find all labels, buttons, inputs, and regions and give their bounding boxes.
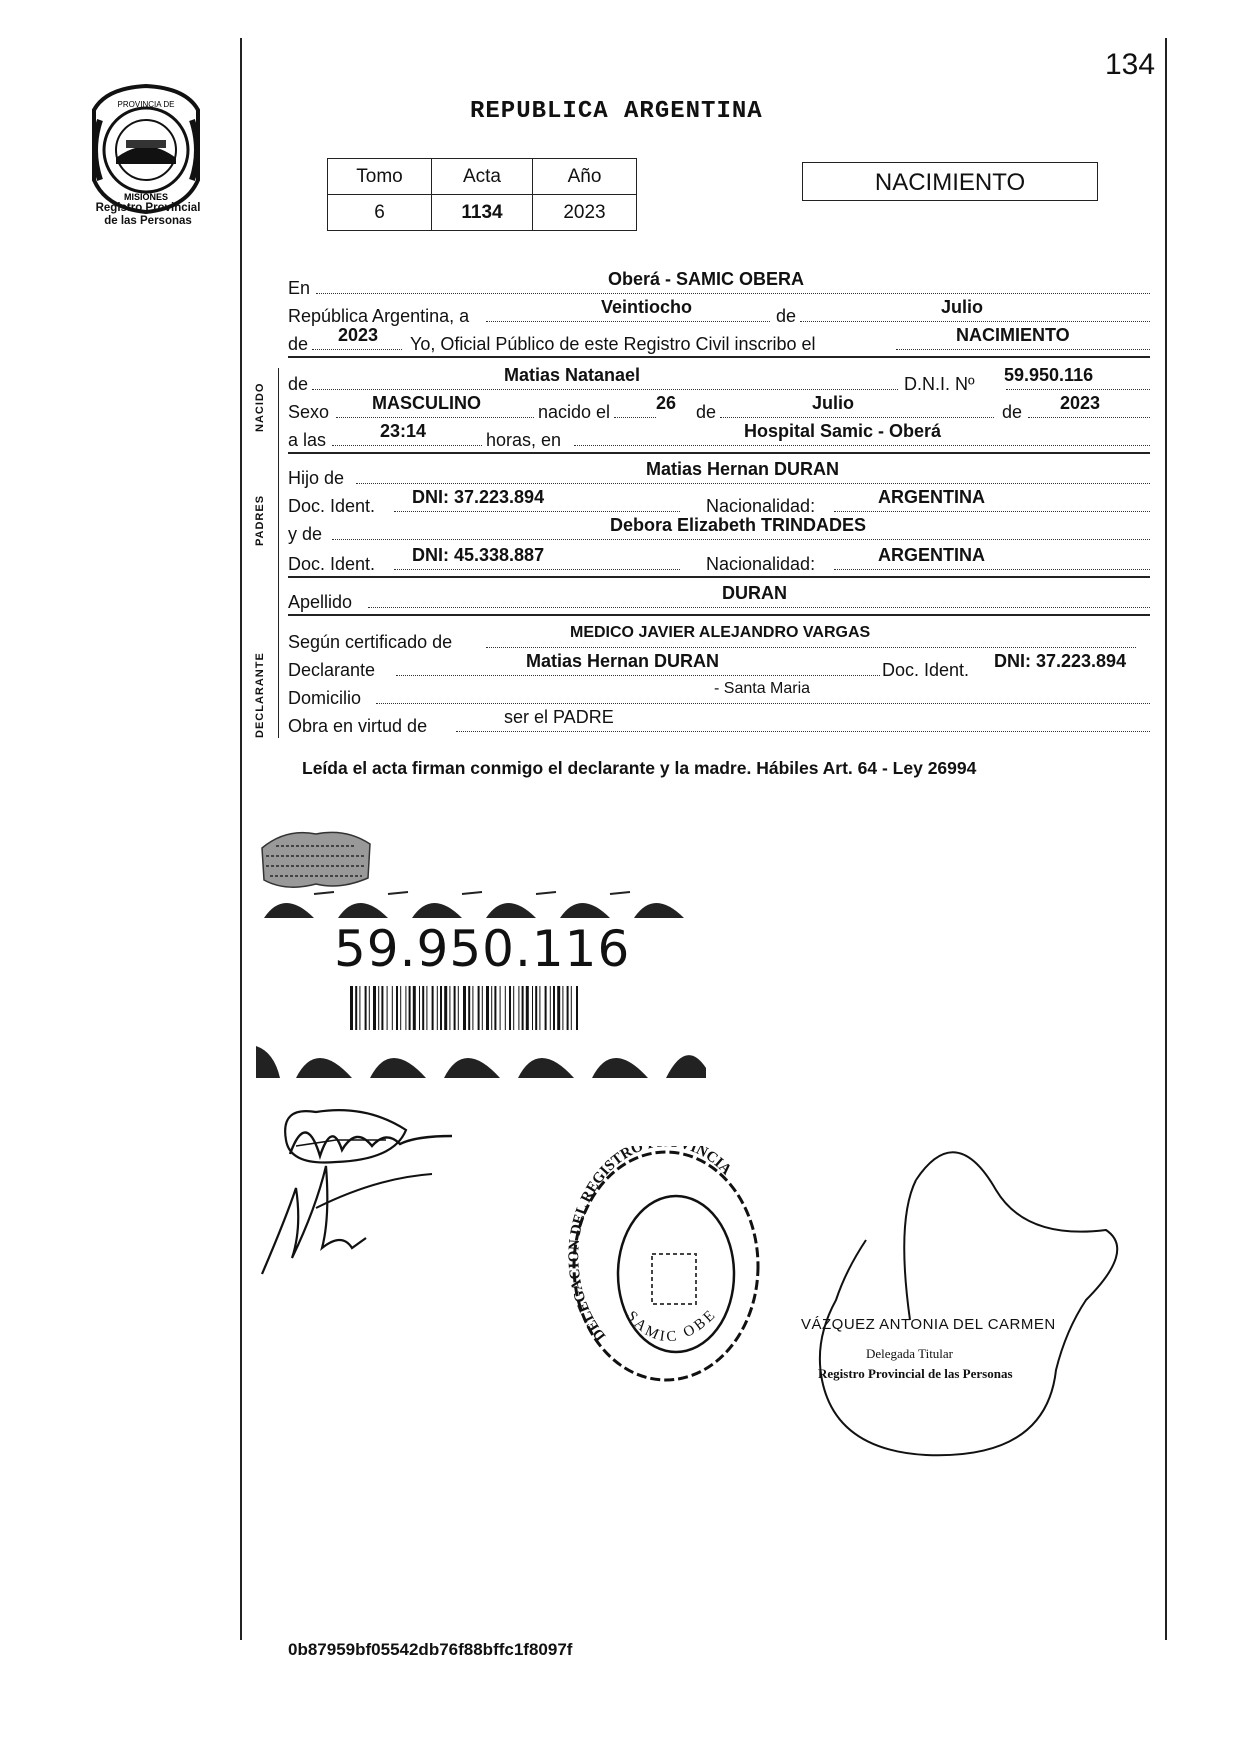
register-acta: 1134: [432, 195, 533, 231]
page-title: REPUBLICA ARGENTINA: [470, 98, 763, 125]
section-padres: PADRES: [254, 494, 266, 546]
barcode-bar: [532, 986, 533, 1030]
value-madre: Debora Elizabeth TRINDADES: [610, 515, 867, 535]
label-y-de: y de: [288, 524, 323, 544]
barcode-bar: [494, 986, 496, 1030]
value-lugar: Oberá - SAMIC OBERA: [608, 269, 805, 289]
barcode-bar: [405, 986, 406, 1030]
barcode-bar: [486, 986, 489, 1030]
svg-text:PROVINCIA DE: PROVINCIA DE: [117, 100, 175, 109]
label-doc-ident3: Doc. Ident.: [882, 660, 970, 680]
value-nombre: Matias Natanael: [504, 365, 641, 385]
barcode-bar: [550, 986, 551, 1030]
label-de-anio2: de: [1002, 402, 1023, 422]
barcode-bar: [396, 986, 398, 1030]
label-sexo: Sexo: [288, 402, 330, 422]
label-de-anio: de: [288, 334, 309, 354]
value-tipo: NACIMIENTO: [956, 325, 1070, 345]
barcode-bar: [381, 986, 383, 1030]
barcode-bar: [478, 986, 480, 1030]
barcode-bar: [440, 986, 442, 1030]
barcode-bar: [513, 986, 514, 1030]
security-pattern-bottom: [256, 1038, 706, 1078]
barcode-bar: [482, 986, 483, 1030]
register-header-acta: Acta: [432, 159, 533, 195]
barcode-bar: [426, 986, 427, 1030]
barcode-bar: [419, 986, 420, 1030]
svg-text:SAMIC OBERA: SAMIC OBE: [623, 1305, 721, 1346]
logo-caption-line1: Registro Provincial: [95, 202, 201, 214]
barcode-bar: [468, 986, 470, 1030]
barcode-bar: [458, 986, 459, 1030]
barcode-bar: [539, 986, 540, 1030]
logo-caption-line2: de las Personas: [104, 215, 192, 227]
madre-signature: [256, 1158, 436, 1278]
value-sexo: MASCULINO: [372, 393, 481, 413]
row-madre-doc: [288, 545, 1150, 578]
label-apellido: Apellido: [288, 592, 353, 612]
dni-label-number: 59.950.116: [334, 920, 631, 978]
officer-signature-loop: [806, 1130, 1122, 1470]
row-hora-lugar: [288, 421, 1150, 454]
barcode-bar: [387, 986, 388, 1030]
section-nacido: NACIDO: [254, 382, 266, 432]
barcode-bar: [369, 986, 370, 1030]
barcode-bar: [449, 986, 450, 1030]
barcode-bar: [557, 986, 560, 1030]
svg-text:DELEGACION DEL REGISTRO PROVIN: DELEGACION DEL REGISTRO INCIA: [566, 1146, 735, 1344]
security-pattern-top: [262, 888, 702, 918]
value-dia-letras: Veintiocho: [601, 297, 693, 317]
label-nacionalidad: Nacionalidad:: [706, 496, 816, 516]
barcode-bar: [500, 986, 501, 1030]
closing-note: Leída el acta firman conmigo el declarante y la madre. Hábiles Art. 64 - Ley 26994: [302, 758, 977, 778]
barcode-bar: [422, 986, 424, 1030]
officer-role: Delegada Titular: [866, 1346, 954, 1361]
barcode-bar: [365, 986, 367, 1030]
value-madre-nac: ARGENTINA: [878, 545, 985, 565]
value-nac-dia: 26: [656, 393, 677, 413]
barcode-bar: [454, 986, 456, 1030]
barcode-bar: [392, 986, 393, 1030]
value-domicilio: - Santa Maria: [714, 680, 811, 697]
official-stamp: [566, 1146, 766, 1396]
divider-4: [288, 614, 1150, 616]
barcode-bar: [571, 986, 572, 1030]
divider-1: [288, 356, 1150, 358]
officer-organization: Registro Provincial de las Personas: [818, 1366, 1013, 1381]
barcode-bar: [491, 986, 492, 1030]
left-margin-line: [240, 38, 242, 1640]
barcode-bar: [522, 986, 524, 1030]
barcode-bar: [359, 986, 360, 1030]
value-dni: 59.950.116: [1004, 365, 1094, 385]
label-nacido-el: nacido el: [538, 402, 611, 422]
value-declarante-doc: DNI: 37.223.894: [994, 651, 1127, 671]
value-padre-doc: DNI: 37.223.894: [412, 487, 545, 507]
label-nacionalidad2: Nacionalidad:: [706, 554, 816, 574]
label-doc-ident2: Doc. Ident.: [288, 554, 376, 574]
divider-2: [288, 452, 1150, 454]
label-republica: República Argentina, a: [288, 306, 470, 326]
barcode-bar: [567, 986, 569, 1030]
value-apellido: DURAN: [722, 583, 787, 603]
barcode-bar: [437, 986, 438, 1030]
label-a-las: a las: [288, 430, 327, 450]
row-lugar: [288, 269, 1150, 302]
section-line: [278, 368, 279, 738]
barcode-bar: [373, 986, 376, 1030]
value-madre-doc: DNI: 45.338.887: [412, 545, 545, 565]
barcode-bar: [463, 986, 466, 1030]
svg-text:MISIONES: MISIONES: [123, 192, 169, 202]
label-obra-en-virtud: Obra en virtud de: [288, 716, 428, 736]
barcode-bar: [526, 986, 529, 1030]
label-de-nombre: de: [288, 374, 309, 394]
act-type-box: NACIMIENTO: [802, 162, 1098, 201]
logo-caption: [78, 202, 218, 228]
register-value-row: [328, 195, 637, 231]
value-padre: Matias Hernan DURAN: [646, 459, 840, 479]
label-doc-ident: Doc. Ident.: [288, 496, 376, 516]
barcode-bar: [576, 986, 578, 1030]
barcode-bar: [545, 986, 547, 1030]
register-header-tomo: Tomo: [328, 159, 432, 195]
barcode-bar: [553, 986, 555, 1030]
barcode-bar: [472, 986, 473, 1030]
document-hash: 0b87959bf05542db76f88bffc1f8097f: [288, 1640, 573, 1659]
label-horas-en: horas, en: [486, 430, 562, 450]
value-lugar-nacimiento: Hospital Samic - Oberá: [744, 421, 942, 441]
right-margin-line: [1165, 38, 1167, 1640]
barcode: [350, 986, 578, 1030]
value-hora: 23:14: [380, 421, 427, 441]
row-apellido: [288, 583, 1150, 616]
label-yo-oficial: Yo, Oficial Público de este Registro Civil inscribo el: [410, 334, 816, 354]
register-header-anio: Año: [533, 159, 637, 195]
barcode-bar: [562, 986, 563, 1030]
province-logo: [86, 80, 206, 215]
register-header-row: [328, 159, 637, 195]
divider-3: [288, 576, 1150, 578]
row-obra: [288, 707, 1150, 740]
barcode-bar: [378, 986, 379, 1030]
value-certificado: MEDICO JAVIER ALEJANDRO VARGAS: [570, 624, 871, 641]
page-number: 134: [1105, 48, 1156, 81]
row-inscripcion: [288, 325, 1150, 358]
register-anio: 2023: [533, 195, 637, 231]
value-declarante: Matias Hernan DURAN: [526, 651, 720, 671]
barcode-bar: [400, 986, 401, 1030]
security-seal: [256, 826, 376, 892]
value-anio: 2023: [338, 325, 379, 345]
label-declarante: Declarante: [288, 660, 376, 680]
label-hijo-de: Hijo de: [288, 468, 345, 488]
label-de-dia: de: [696, 402, 717, 422]
value-mes: Julio: [941, 297, 984, 317]
label-domicilio: Domicilio: [288, 688, 362, 708]
label-segun-certificado: Según certificado de: [288, 632, 453, 652]
barcode-bar: [535, 986, 537, 1030]
label-de-mes: de: [776, 306, 797, 326]
label-dni: D.N.I. Nº: [904, 374, 975, 394]
barcode-bar: [413, 986, 416, 1030]
barcode-bar: [409, 986, 411, 1030]
label-en: En: [288, 278, 311, 298]
barcode-bar: [505, 986, 506, 1030]
register-table: [327, 158, 637, 231]
barcode-bar: [518, 986, 519, 1030]
section-declarante: DECLARANTE: [254, 652, 266, 738]
row-domicilio: [288, 680, 1150, 712]
value-obra: ser el PADRE: [504, 707, 614, 727]
barcode-bar: [350, 986, 353, 1030]
officer-name: VÁZQUEZ ANTONIA DEL CARMEN: [801, 1316, 1056, 1333]
value-nac-mes: Julio: [812, 393, 855, 413]
value-padre-nac: ARGENTINA: [878, 487, 985, 507]
value-nac-anio: 2023: [1060, 393, 1101, 413]
register-tomo: 6: [328, 195, 432, 231]
barcode-bar: [355, 986, 357, 1030]
barcode-bar: [432, 986, 434, 1030]
barcode-bar: [509, 986, 511, 1030]
barcode-bar: [444, 986, 447, 1030]
